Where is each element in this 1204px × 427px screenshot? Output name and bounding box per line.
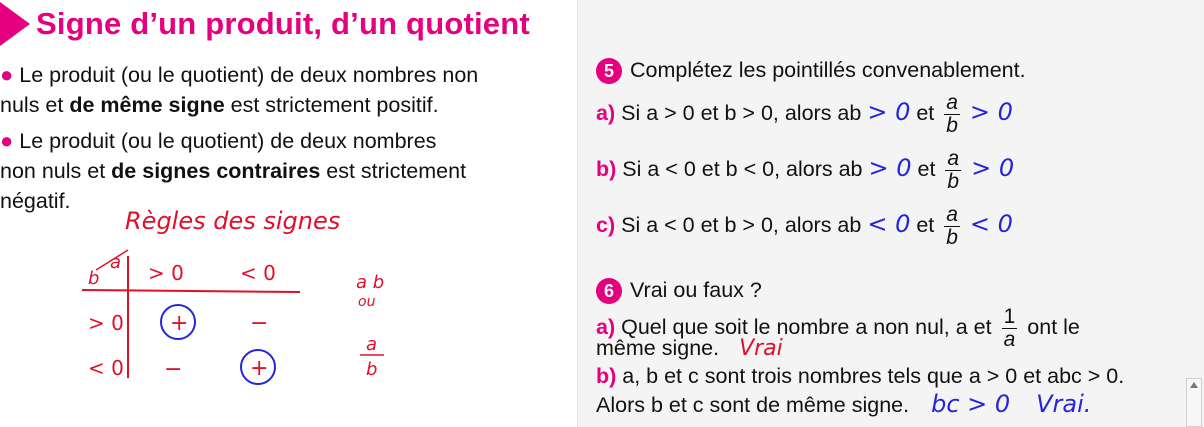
ex6-a-text1: Quel que soit le nombre a non nul, a et: [615, 315, 992, 340]
side-frac-den: b: [366, 359, 378, 380]
ex6-b-answer2: Vrai.: [1036, 390, 1092, 418]
ex5-a-text: Si a > 0 et b > 0, alors ab: [615, 101, 862, 126]
ex5-c-fraction: [944, 204, 960, 249]
ex6-b-text2: Alors b et c sont de même signe.: [596, 393, 910, 417]
cell-neg-pos: −: [164, 357, 183, 382]
ex5-b-answer2: > 0: [971, 154, 1015, 183]
section-title: Signe d’un produit, d’un quotient: [36, 6, 530, 41]
ex5-header: [596, 56, 1026, 84]
side-or: ou: [358, 294, 376, 310]
cell-pos-neg: −: [250, 311, 269, 336]
col-header-neg: < 0: [240, 261, 276, 285]
rule1-line1: Le produit (ou le quotient) de deux nombres non: [19, 63, 479, 87]
ex6-title: Vrai ou faux ?: [630, 278, 762, 302]
frac-num: a: [946, 203, 958, 226]
ex5-c-answer2: < 0: [969, 210, 1013, 239]
frac-num: a: [946, 91, 958, 114]
frac-den: b: [946, 114, 958, 137]
side-product: a b: [356, 272, 385, 293]
ex5-a-label: a): [596, 101, 616, 126]
ex5-b-fraction: [945, 148, 961, 193]
ex5-c-label: c): [596, 213, 616, 238]
ex5-b-label: b): [596, 157, 617, 182]
bullet-dot-icon: ●: [0, 62, 14, 87]
frac-den: b: [946, 226, 958, 249]
ex5-b-et: et: [917, 157, 936, 182]
notes-title: Règles des signes: [125, 207, 341, 235]
ex6-a-answer: Vrai: [739, 336, 783, 361]
ex5-item-c: [596, 204, 1013, 249]
ex5-c-answer1: < 0: [867, 210, 911, 239]
cell-pos-pos: +: [170, 311, 189, 336]
corner-b: b: [88, 268, 100, 289]
ex6-header: [596, 276, 762, 304]
ex5-b-answer1: > 0: [868, 154, 912, 183]
cell-neg-neg: +: [250, 356, 269, 381]
ex6-a-text3: même signe.: [596, 336, 720, 360]
ex6-a-fraction: [1002, 306, 1018, 351]
scrollbar[interactable]: [1186, 378, 1202, 427]
rule2-line2b: est strictement: [320, 159, 467, 183]
ex5-c-et: et: [916, 213, 935, 238]
row-header-pos: > 0: [88, 311, 124, 335]
frac-den: a: [1003, 328, 1016, 351]
frac-den: b: [947, 170, 960, 193]
ex6-item-b-line2: [596, 390, 1091, 419]
ex5-item-a: [596, 92, 1013, 137]
ex6-item-b-line1: [596, 362, 1124, 390]
col-header-pos: > 0: [148, 261, 184, 285]
ex6-b-answer1: bc > 0: [931, 390, 1011, 418]
ex5-a-answer2: > 0: [969, 98, 1013, 127]
ex6-b-text1: a, b et c sont trois nombres tels que a > 0 et abc > 0.: [616, 364, 1125, 388]
rule1-line2a: nuls et: [0, 93, 70, 117]
rule1-line2b: est strictement positif.: [224, 93, 439, 117]
ex6-a-label: a): [596, 315, 616, 340]
ex5-a-answer1: > 0: [867, 98, 911, 127]
rule2-line3: négatif.: [0, 189, 71, 213]
row-header-neg: < 0: [88, 356, 124, 380]
ex5-number-badge: 5: [596, 58, 622, 84]
left-panel: [0, 0, 578, 427]
rule2-line1: Le produit (ou le quotient) de deux nombres: [19, 129, 437, 153]
ex5-c-text: Si a < 0 et b > 0, alors ab: [615, 213, 862, 238]
ex5-a-fraction: [944, 92, 960, 137]
ex5-item-b: [596, 148, 1014, 193]
rule2-bold: de signes contraires: [111, 159, 321, 183]
frac-num: 1: [1003, 305, 1016, 328]
ex6-a-text2: ont le: [1027, 315, 1080, 340]
corner-a: a: [110, 252, 122, 273]
ex5-b-text: Si a < 0 et b < 0, alors ab: [616, 157, 863, 182]
ex6-number-badge: 6: [596, 278, 622, 304]
frac-num: a: [947, 147, 960, 170]
ex5-title: Complétez les pointillés convenablement.: [630, 58, 1026, 82]
ex6-b-label: b): [596, 364, 617, 388]
rule1-bold: de même signe: [69, 93, 225, 117]
table-horizontal-line: [82, 290, 300, 292]
ex5-a-et: et: [916, 101, 935, 126]
handwritten-sign-table: [0, 0, 578, 427]
bullet-dot-icon: ●: [0, 128, 14, 153]
ex6-item-a-line2: [596, 334, 783, 363]
side-frac-num: a: [366, 334, 378, 355]
rule2-line2a: non nuls et: [0, 159, 112, 183]
scroll-up-arrow-icon[interactable]: [1190, 382, 1198, 388]
